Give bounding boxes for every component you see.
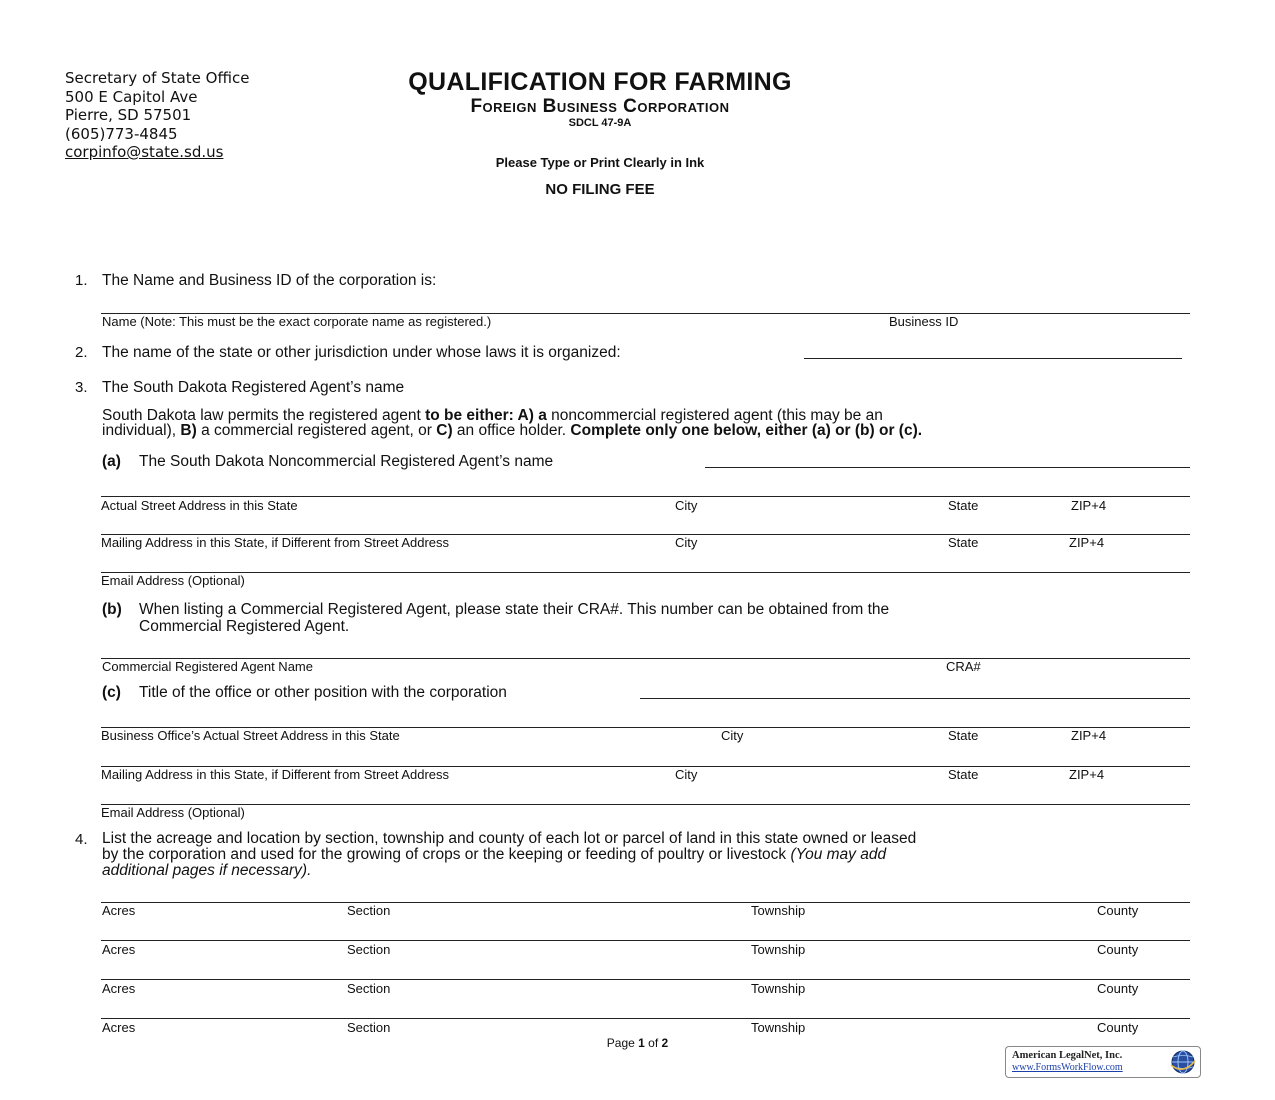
q3-number: 3. bbox=[75, 379, 88, 396]
q3b-cra-label: CRA# bbox=[946, 659, 981, 674]
q3c-mailing-city-label: City bbox=[675, 767, 698, 782]
q3a-email-field[interactable] bbox=[101, 572, 1190, 573]
q3a-city-label: City bbox=[675, 498, 698, 513]
section-label: Section bbox=[347, 1020, 391, 1035]
q3a-mailing-state-label: State bbox=[948, 535, 979, 550]
q3c-zip-label: ZIP+4 bbox=[1071, 728, 1107, 743]
q3b-tag: (b) bbox=[102, 601, 122, 618]
q3a-zip-label: ZIP+4 bbox=[1071, 498, 1107, 513]
q3-text: The South Dakota Registered Agent’s name bbox=[102, 379, 405, 396]
section-label: Section bbox=[347, 942, 391, 957]
q3c-city-label: City bbox=[721, 728, 744, 743]
q3b-text-line2: Commercial Registered Agent. bbox=[139, 618, 350, 635]
globe-logo-icon bbox=[1170, 1049, 1196, 1075]
q2-jurisdiction-field[interactable] bbox=[804, 358, 1182, 359]
acres-label: Acres bbox=[102, 942, 136, 957]
section-label: Section bbox=[347, 981, 391, 996]
county-label: County bbox=[1097, 1020, 1139, 1035]
acres-label: Acres bbox=[102, 981, 136, 996]
q3c-title-field[interactable] bbox=[640, 698, 1190, 699]
q3a-street-field[interactable] bbox=[101, 496, 1190, 497]
q3c-text: Title of the office or other position with the corporation bbox=[139, 684, 507, 701]
q4-text: List the acreage and location by section, township and county of each lot or parcel of land in this state owned or leased by the corporation and used for the growing of crops or the keeping or feeding of poultry or livestock (You may add additional pages if necessary). bbox=[102, 830, 917, 879]
land-row-field[interactable] bbox=[101, 902, 1190, 903]
section-label: Section bbox=[347, 903, 391, 918]
county-label: County bbox=[1097, 981, 1139, 996]
office-phone: (605)773-4845 bbox=[65, 124, 178, 143]
q3a-agent-name-field[interactable] bbox=[705, 467, 1190, 468]
instructions: Please Type or Print Clearly in Ink bbox=[495, 155, 705, 170]
q3a-email-label: Email Address (Optional) bbox=[101, 573, 245, 588]
q3b-text-line1: When listing a Commercial Registered Agent, please state their CRA#. This number can be obtained from the bbox=[139, 601, 890, 618]
land-row-field[interactable] bbox=[101, 1018, 1190, 1019]
filing-fee-note: NO FILING FEE bbox=[545, 181, 655, 198]
township-label: Township bbox=[751, 1020, 806, 1035]
county-label: County bbox=[1097, 942, 1139, 957]
q3c-street-label: Business Office’s Actual Street Address in this State bbox=[101, 728, 400, 743]
township-label: Township bbox=[751, 981, 806, 996]
q3a-mailing-zip-label: ZIP+4 bbox=[1069, 535, 1105, 550]
page-indicator: Page 1 of 2 bbox=[606, 1036, 669, 1050]
q1-name-label: Name (Note: This must be the exact corporate name as registered.) bbox=[102, 314, 492, 329]
q3a-street-label: Actual Street Address in this State bbox=[101, 498, 298, 513]
office-street: 500 E Capitol Ave bbox=[65, 87, 198, 106]
q3a-state-label: State bbox=[948, 498, 979, 513]
q3-paragraph: South Dakota law permits the registered agent to be either: A) a noncommercial registered agent (this may be an individual), B) a commercial registered agent, or C) an office holder. Complete only one below, either (a) or (b) or (c). bbox=[102, 407, 923, 439]
q3c-mailing-state-label: State bbox=[948, 767, 979, 782]
office-city: Pierre, SD 57501 bbox=[65, 106, 192, 124]
q3c-email-label: Email Address (Optional) bbox=[101, 805, 245, 820]
office-email-link[interactable]: corpinfo@state.sd.us bbox=[65, 143, 224, 161]
form-subtitle: Foreign Business Corporation bbox=[470, 96, 730, 117]
q3a-mailing-label: Mailing Address in this State, if Different from Street Address bbox=[101, 535, 450, 550]
q3c-mailing-zip-label: ZIP+4 bbox=[1069, 767, 1105, 782]
q3a-mailing-city-label: City bbox=[675, 535, 698, 550]
office-name: Secretary of State Office bbox=[65, 69, 250, 87]
q3a-text: The South Dakota Noncommercial Registered Agent’s name bbox=[139, 453, 554, 470]
office-address-block bbox=[65, 69, 249, 162]
q2-text: The name of the state or other jurisdiction under whose laws it is organized: bbox=[102, 344, 621, 361]
q1-number: 1. bbox=[75, 272, 88, 289]
brand-name: American LegalNet, Inc. bbox=[1012, 1050, 1123, 1061]
q3c-email-field[interactable] bbox=[101, 804, 1190, 805]
q3a-tag: (a) bbox=[102, 453, 121, 470]
q3c-tag: (c) bbox=[102, 684, 121, 701]
acres-label: Acres bbox=[102, 1020, 136, 1035]
q1-text: The Name and Business ID of the corporation is: bbox=[102, 272, 437, 289]
land-row-field[interactable] bbox=[101, 979, 1190, 980]
q3c-mailing-label: Mailing Address in this State, if Different from Street Address bbox=[101, 767, 450, 782]
q2-number: 2. bbox=[75, 344, 88, 361]
form-title: QUALIFICATION FOR FARMING bbox=[408, 68, 792, 96]
township-label: Township bbox=[751, 942, 806, 957]
brand-url-link[interactable]: www.FormsWorkFlow.com bbox=[1012, 1062, 1123, 1073]
statute-reference: SDCL 47-9A bbox=[568, 117, 632, 129]
q4-number: 4. bbox=[75, 831, 88, 848]
township-label: Township bbox=[751, 903, 806, 918]
q3b-cra-name-label: Commercial Registered Agent Name bbox=[102, 659, 313, 674]
q1-id-label: Business ID bbox=[889, 314, 959, 329]
q3c-state-label: State bbox=[948, 728, 979, 743]
county-label: County bbox=[1097, 903, 1139, 918]
american-legalnet-badge[interactable] bbox=[1005, 1046, 1201, 1078]
acres-label: Acres bbox=[102, 903, 136, 918]
land-row-field[interactable] bbox=[101, 940, 1190, 941]
